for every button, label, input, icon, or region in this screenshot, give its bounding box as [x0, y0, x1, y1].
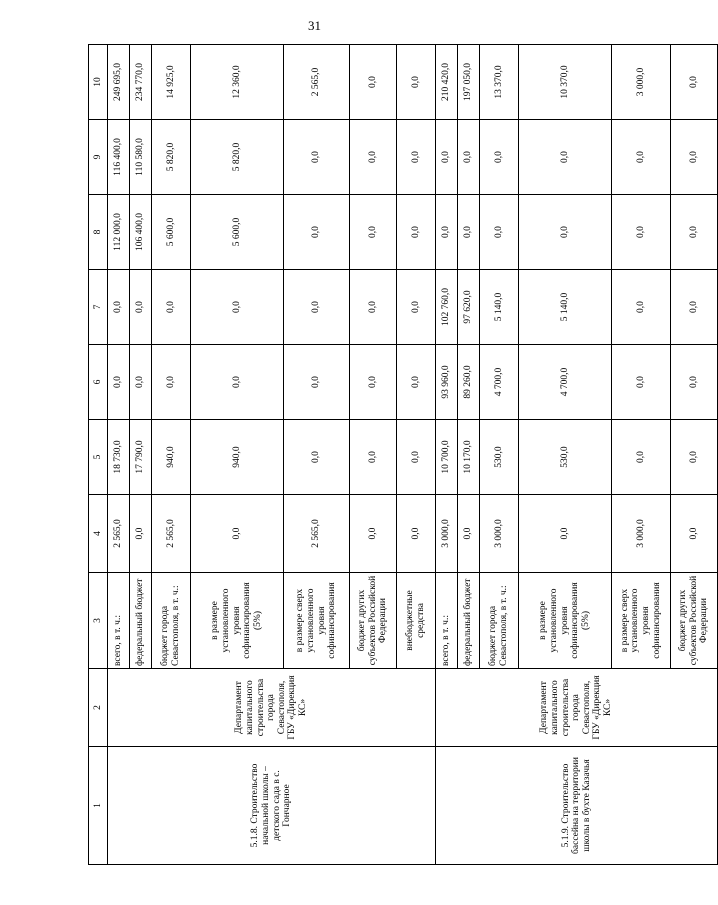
value-cell: 5 820,0 — [152, 120, 191, 195]
value-cell: 0,0 — [350, 45, 397, 120]
value-cell: 197 050,0 — [458, 45, 480, 120]
source-label: бюджет других субъектов Российской Федерации — [350, 573, 397, 669]
value-cell: 0,0 — [612, 345, 671, 420]
measure-name-cell: 5.1.9. Строительство бассейна на территории школы в бухте Казачья — [436, 747, 718, 865]
executor-cell: Департамент капитального строительства города Севастополя, ГБУ «Дирекция КС» — [108, 669, 436, 747]
source-label: федеральный бюджет — [458, 573, 480, 669]
value-cell: 2 565,0 — [108, 495, 130, 573]
value-cell: 93 960,0 — [436, 345, 458, 420]
source-label: внебюджетные средства — [397, 573, 436, 669]
value-cell: 0,0 — [671, 420, 718, 495]
value-cell: 13 370,0 — [480, 45, 519, 120]
value-cell: 106 400,0 — [130, 195, 152, 270]
value-cell: 0,0 — [436, 195, 458, 270]
value-cell: 5 600,0 — [152, 195, 191, 270]
value-cell: 0,0 — [130, 270, 152, 345]
value-cell: 0,0 — [612, 195, 671, 270]
source-label: в размере установленного уровня софинансирования (5%) — [519, 573, 612, 669]
value-cell: 2 565,0 — [284, 495, 350, 573]
value-cell: 5 140,0 — [480, 270, 519, 345]
value-cell: 0,0 — [671, 495, 718, 573]
header-cell: 9 — [89, 120, 108, 195]
value-cell: 14 925,0 — [152, 45, 191, 120]
value-cell: 0,0 — [458, 495, 480, 573]
value-cell: 0,0 — [284, 120, 350, 195]
table-row — [436, 45, 458, 865]
header-cell: 5 — [89, 420, 108, 495]
header-cell: 7 — [89, 270, 108, 345]
source-label: в размере установленного уровня софинансирования (5%) — [191, 573, 284, 669]
value-cell: 18 730,0 — [108, 420, 130, 495]
source-label: бюджет других субъектов Российской Федерации — [671, 573, 718, 669]
value-cell: 0,0 — [397, 195, 436, 270]
value-cell: 0,0 — [284, 345, 350, 420]
value-cell: 0,0 — [350, 495, 397, 573]
value-cell: 0,0 — [191, 345, 284, 420]
value-cell: 4 700,0 — [519, 345, 612, 420]
header-cell: 1 — [89, 747, 108, 865]
value-cell: 3 000,0 — [436, 495, 458, 573]
value-cell: 940,0 — [152, 420, 191, 495]
value-cell: 0,0 — [612, 420, 671, 495]
value-cell: 0,0 — [191, 270, 284, 345]
value-cell: 3 000,0 — [480, 495, 519, 573]
value-cell: 0,0 — [397, 120, 436, 195]
value-cell: 3 000,0 — [612, 495, 671, 573]
value-cell: 210 420,0 — [436, 45, 458, 120]
value-cell: 0,0 — [152, 270, 191, 345]
source-label: в размере сверх установленного уровня софинансирования — [284, 573, 350, 669]
value-cell: 0,0 — [519, 495, 612, 573]
header-cell: 2 — [89, 669, 108, 747]
value-cell: 0,0 — [108, 345, 130, 420]
value-cell: 17 790,0 — [130, 420, 152, 495]
value-cell: 0,0 — [397, 345, 436, 420]
value-cell: 0,0 — [612, 120, 671, 195]
value-cell: 234 770,0 — [130, 45, 152, 120]
value-cell: 0,0 — [671, 120, 718, 195]
value-cell: 0,0 — [397, 495, 436, 573]
value-cell: 10 700,0 — [436, 420, 458, 495]
source-label: всего, в т. ч.: — [108, 573, 130, 669]
header-cell: 8 — [89, 195, 108, 270]
value-cell: 97 620,0 — [458, 270, 480, 345]
value-cell: 0,0 — [284, 420, 350, 495]
source-label: в размере сверх установленного уровня софинансирования — [612, 573, 671, 669]
value-cell: 12 360,0 — [191, 45, 284, 120]
source-label: бюджет города Севастополя, в т. ч.: — [152, 573, 191, 669]
value-cell: 0,0 — [480, 195, 519, 270]
value-cell: 0,0 — [671, 345, 718, 420]
value-cell: 0,0 — [671, 45, 718, 120]
value-cell: 0,0 — [397, 420, 436, 495]
header-cell: 3 — [89, 573, 108, 669]
value-cell: 5 820,0 — [191, 120, 284, 195]
value-cell: 0,0 — [350, 120, 397, 195]
value-cell: 0,0 — [284, 195, 350, 270]
value-cell: 110 580,0 — [130, 120, 152, 195]
value-cell: 0,0 — [350, 345, 397, 420]
value-cell: 4 700,0 — [480, 345, 519, 420]
value-cell: 102 760,0 — [436, 270, 458, 345]
value-cell: 0,0 — [397, 45, 436, 120]
header-cell: 6 — [89, 345, 108, 420]
source-label: всего, в т. ч.: — [436, 573, 458, 669]
value-cell: 116 400,0 — [108, 120, 130, 195]
value-cell: 0,0 — [480, 120, 519, 195]
page-number: 31 — [308, 18, 321, 33]
value-cell: 0,0 — [108, 270, 130, 345]
value-cell: 0,0 — [350, 195, 397, 270]
value-cell: 0,0 — [671, 270, 718, 345]
source-label: федеральный бюджет — [130, 573, 152, 669]
value-cell: 0,0 — [519, 195, 612, 270]
table-row — [108, 45, 130, 865]
value-cell: 0,0 — [458, 195, 480, 270]
value-cell: 5 140,0 — [519, 270, 612, 345]
value-cell: 0,0 — [397, 270, 436, 345]
value-cell: 0,0 — [350, 270, 397, 345]
value-cell: 0,0 — [671, 195, 718, 270]
value-cell: 10 170,0 — [458, 420, 480, 495]
executor-cell: Департамент капитального строительства города Севастополя, ГБУ «Дирекция КС» — [436, 669, 718, 747]
value-cell: 530,0 — [519, 420, 612, 495]
rotated-table-wrapper — [88, 45, 710, 865]
value-cell: 940,0 — [191, 420, 284, 495]
value-cell: 0,0 — [350, 420, 397, 495]
value-cell: 10 370,0 — [519, 45, 612, 120]
value-cell: 5 600,0 — [191, 195, 284, 270]
value-cell: 89 260,0 — [458, 345, 480, 420]
value-cell: 0,0 — [284, 270, 350, 345]
budget-table — [88, 44, 718, 865]
value-cell: 249 695,0 — [108, 45, 130, 120]
header-row — [89, 45, 108, 865]
value-cell: 0,0 — [458, 120, 480, 195]
source-label: бюджет города Севастополя, в т. ч.: — [480, 573, 519, 669]
value-cell: 0,0 — [130, 495, 152, 573]
value-cell: 2 565,0 — [152, 495, 191, 573]
value-cell: 0,0 — [191, 495, 284, 573]
value-cell: 0,0 — [436, 120, 458, 195]
value-cell: 0,0 — [130, 345, 152, 420]
value-cell: 530,0 — [480, 420, 519, 495]
measure-name-cell: 5.1.8. Строительство начальной школы – детского сада в с. Гончарное — [108, 747, 436, 865]
value-cell: 0,0 — [152, 345, 191, 420]
value-cell: 112 000,0 — [108, 195, 130, 270]
value-cell: 2 565,0 — [284, 45, 350, 120]
header-cell: 10 — [89, 45, 108, 120]
value-cell: 3 000,0 — [612, 45, 671, 120]
value-cell: 0,0 — [612, 270, 671, 345]
header-cell: 4 — [89, 495, 108, 573]
value-cell: 0,0 — [519, 120, 612, 195]
